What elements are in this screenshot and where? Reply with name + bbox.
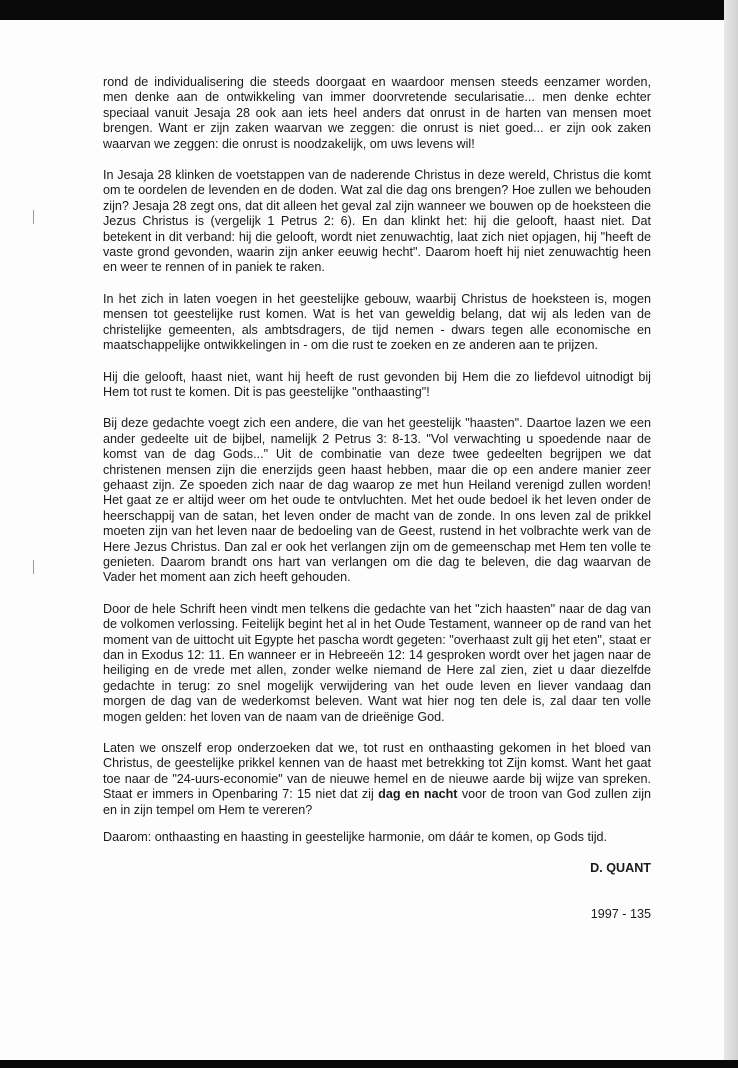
paragraph-text-start: Laten we onszelf erop onderzoeken dat we, tot rust en onthaasting gekomen in het bloed van Christus, de geestelijke prikkel kennen van de haast met betrekking tot Zijn komst. Want het gaat toe naar de "24-uurs-economie" van de nieuwe hemel en de nieuwe aarde bij wijze van spreken. Staat er immers in Openbaring 7: 15 niet dat zij <box>103 741 651 802</box>
paragraph-text-end: voor de troon van God zullen zijn en in zijn tempel om Hem te vereren? <box>103 787 651 817</box>
author-signature: D. QUANT <box>590 861 651 876</box>
scan-border-right <box>724 0 738 1068</box>
scan-border-bottom <box>0 1060 738 1068</box>
margin-mark <box>33 560 34 574</box>
paragraph: In het zich in laten voegen in het geestelijke gebouw, waarbij Christus de hoeksteen is, mogen mensen tot geestelijke rust komen. Wat is het van geweldig belang, dat wij als leden van de christelijke gemeenten, als ambtsdragers, de tijd nemen - dwars tegen alle economische en maatschappelijke ontwikkelingen in - om die rust te zoeken en ze anderen aan te prijzen. <box>103 291 651 353</box>
margin-mark <box>33 210 34 224</box>
scan-border-top <box>0 0 738 20</box>
paragraph: Hij die gelooft, haast niet, want hij heeft de rust gevonden bij Hem die zo liefdevol uitnodigt bij Hem tot rust te komen. Dit is pas geestelijke "onthaasting"! <box>103 369 651 399</box>
page-number: 1997 - 135 <box>590 906 651 921</box>
emphasis-day-and-night: dag en nacht <box>378 787 458 802</box>
paragraph: In Jesaja 28 klinken de voetstappen van de naderende Christus in deze wereld, Christus die komt om te oordelen de levenden en de doden. Wat zal die dag ons brengen? Hoe zullen we behouden zijn? Jesaja 28 zegt ons, dat dit alleen het geval zal zijn wanneer we bouwen op de hoeksteen die Jezus Christus is (vergelijk 1 Petrus 2: 6). En dan klinkt het: hij die gelooft, haast niet. Dat betekent in dit verband: hij die gelooft, wordt niet zenuwachtig, laat zich niet opjagen, hij "heeft de vaste grond gevonden, waarin zijn anker eeuwig hecht". Daarom hoeft hij niet zenuwachtig heen en weer te rennen of in paniek te raken. <box>103 168 651 275</box>
paragraph-revelation <box>103 741 651 818</box>
closing-line: Daarom: onthaasting en haasting in geestelijke harmonie, om dáár te komen, op Gods tijd. <box>103 830 608 845</box>
paragraph: rond de individualisering die steeds doorgaat en waardoor mensen steeds eenzamer worden, men denke aan de ontwikkeling van immer doorvretende secularisatie... men denke echter speciaal vanuit Jesaja 28 ook aan iets heel anders dat onrust in de harten van mensen moet brengen. Want er zijn zaken waarvan we zeggen: die onrust is niet goed... er zijn ook zaken waarvan we zeggen: die onrust is noodzakelijk, om uws levens wil! <box>103 75 651 151</box>
article-body <box>103 75 651 922</box>
paragraph: Bij deze gedachte voegt zich een andere, die van het geestelijk "haasten". Daartoe lazen we een ander gedeelte uit de bijbel, namelijk 2 Petrus 3: 8-13. "Vol verwachting u spoedende naar de komst van de dag Gods..." Uit de combinatie van deze twee gedeelten begrijpen we dat christenen mensen zijn die enerzijds geen haast hebben, maar die op een andere manier zeer gehaast zijn. Ze spoeden zich naar de dag waarop ze met hun Heiland verenigd zullen worden! Het gaat ze er altijd weer om het oude te ontvluchten. Met het oude bedoel ik het leven onder de heerschappij van de satan, het leven onder de macht van de zonde. In ons leven zal de prikkel moeten zijn van het leven naar de bedoeling van de Geest, rustend in het volbrachte werk van de Here Jezus Christus. Dan zal er ook het verlangen zijn om de gemeenschap met Hem ten volle te genieten. Daarom brandt ons hart van verlangen om die dag te beleven, die dag waarvan de Vader het moment aan zich heeft gehouden. <box>103 416 651 585</box>
paragraph: Door de hele Schrift heen vindt men telkens die gedachte van het "zich haasten" naar de dag van de volkomen verlossing. Feitelijk begint het al in het Oude Testament, wanneer op de rand van het moment van de uittocht uit Egypte het pascha wordt gegeten: "overhaast zult gij het eten", staat er dan in Exodus 12: 11. En wanneer er in Hebreeën 12: 14 gesproken wordt over het jagen naar de heiliging en de vrede met allen, zonder welke niemand de Here zal zien, ziet u daar diezelfde gedachte in terug: zo snel mogelijk verwijdering van het oude leven en liever vandaag dan morgen de dag van de wederkomst beleven. Want wat hier nog ten dele is, zal daar ten volle mogen gelden: het loven van de naam van de drieënige God. <box>103 601 651 724</box>
